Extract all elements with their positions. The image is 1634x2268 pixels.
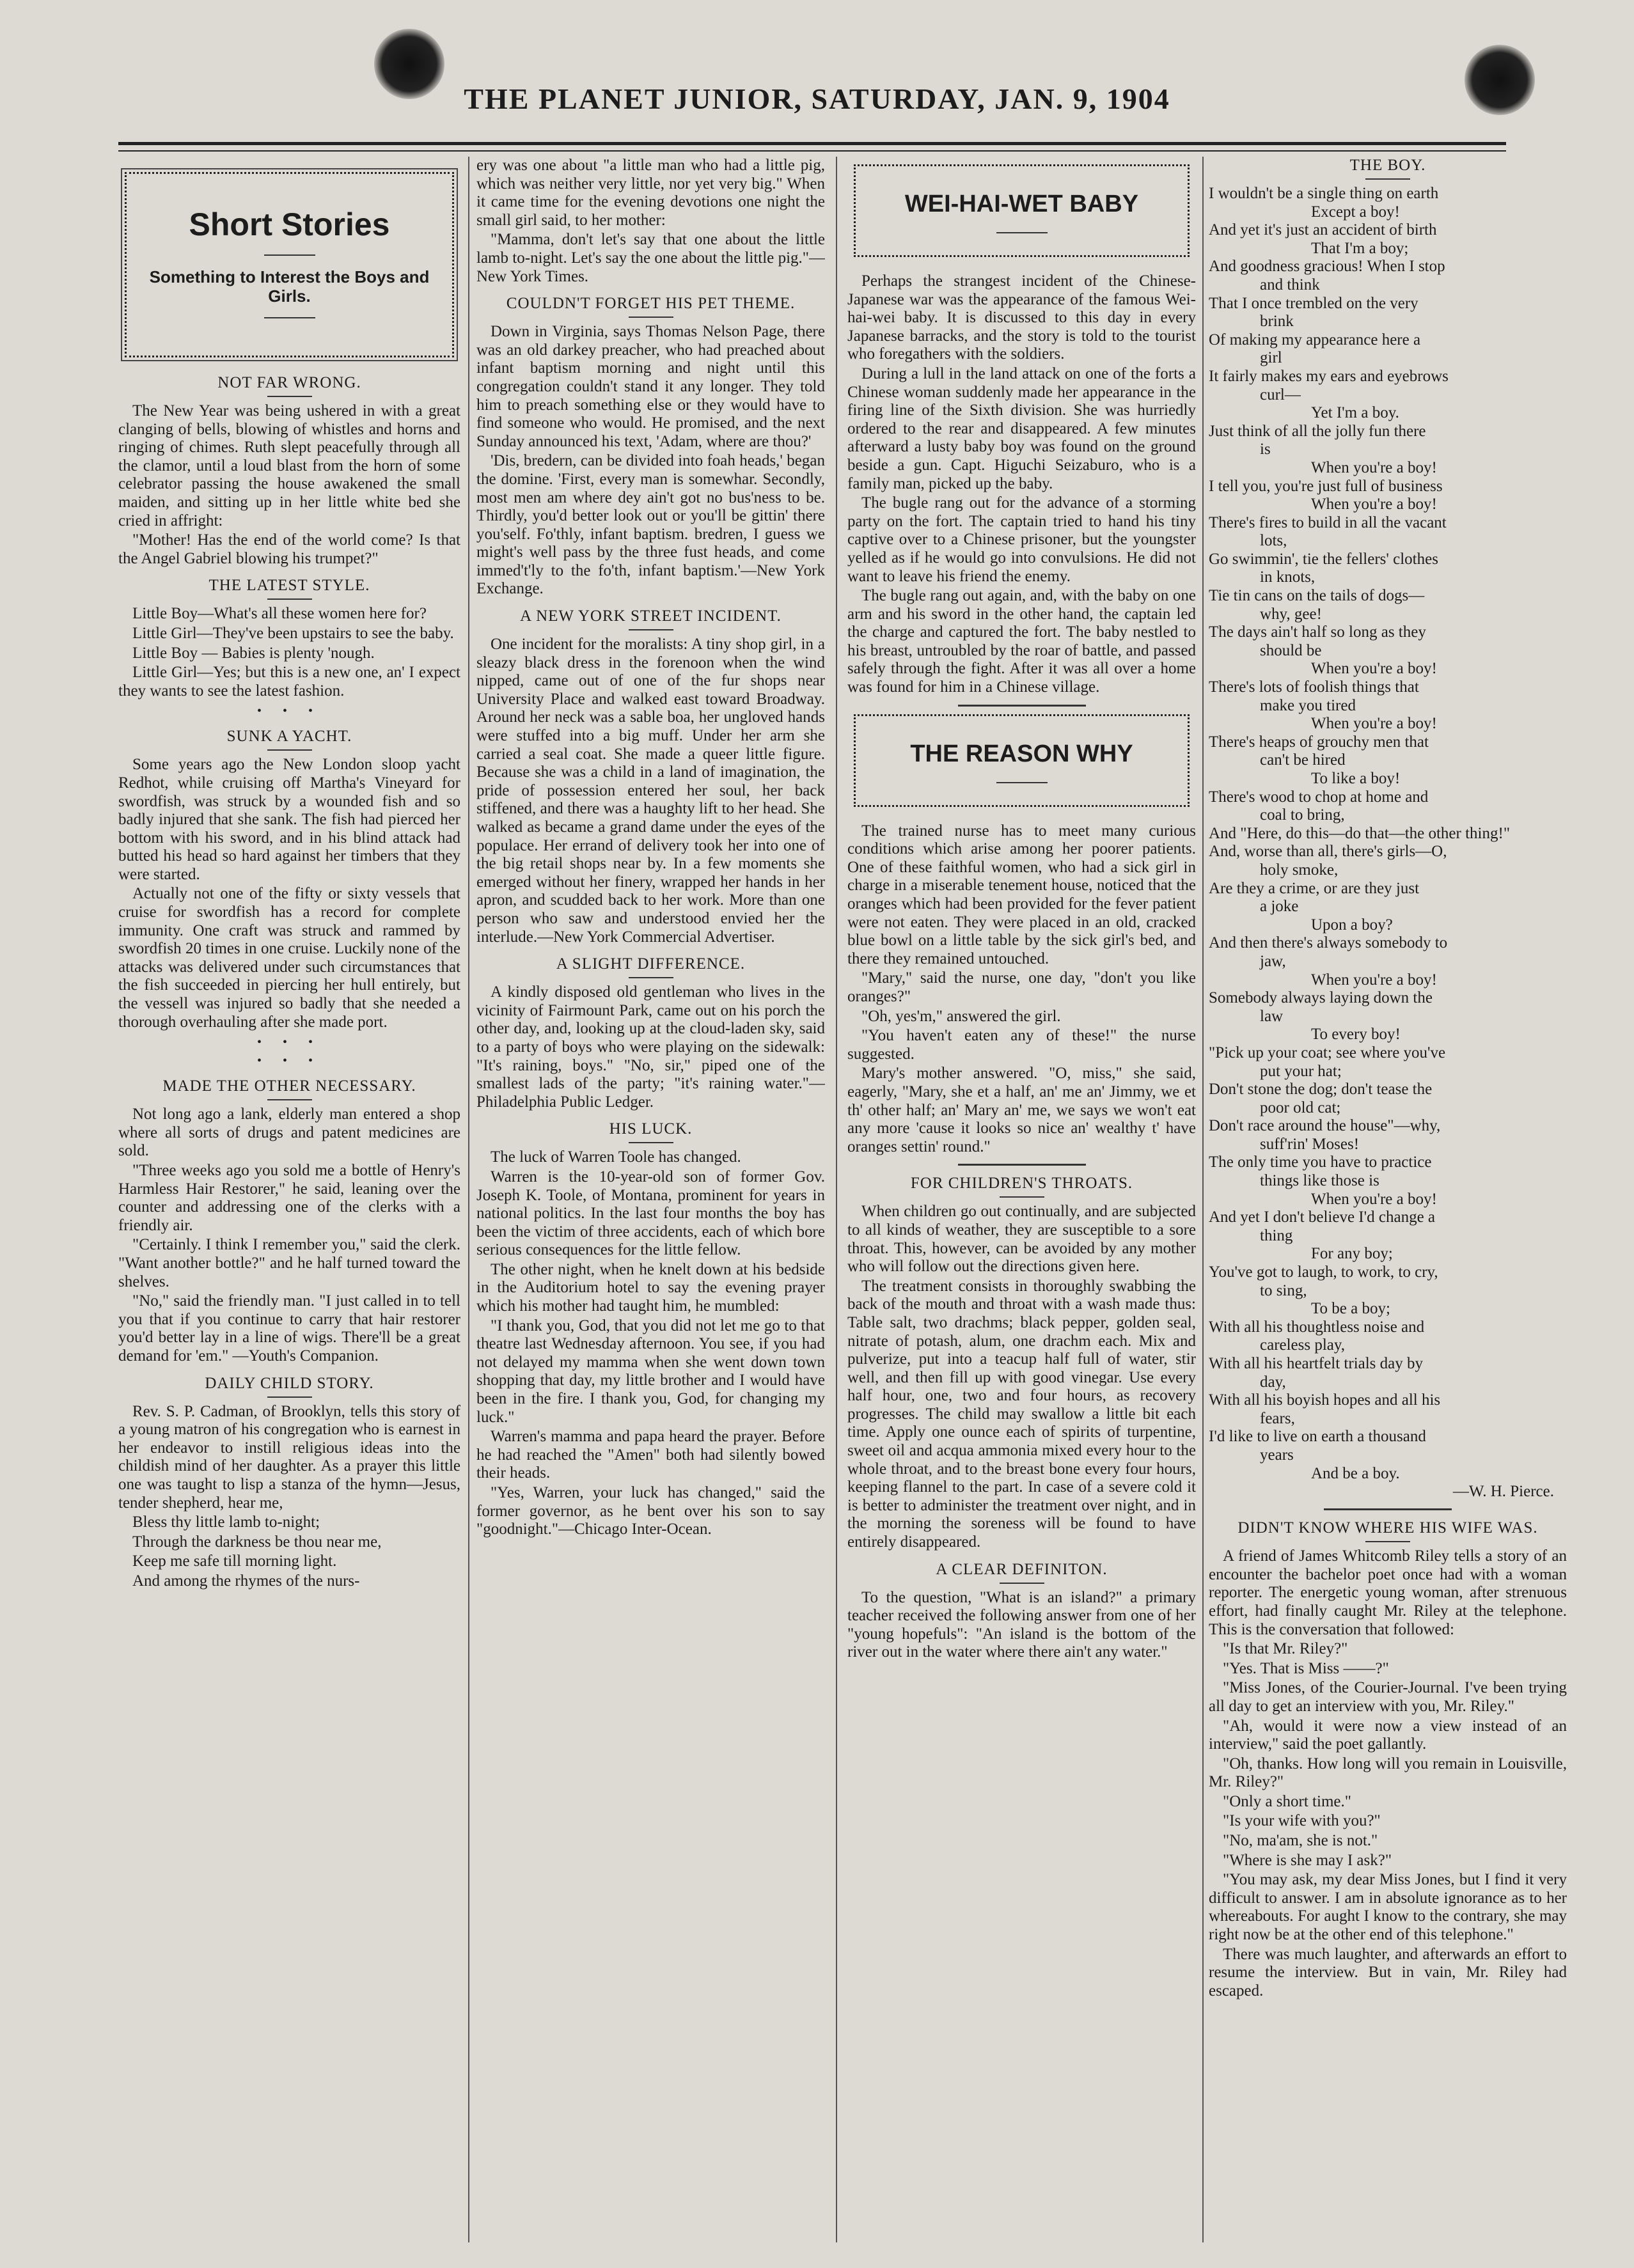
poem-line: For any boy; (1311, 1245, 1393, 1263)
poem-line: When you're a boy! (1311, 496, 1437, 513)
poem-line: Upon a boy? (1311, 916, 1393, 934)
paragraph: Perhaps the strangest incident of the Chinese-Japanese war was the appearance of the famous Wei-hai-wei baby. It is discussed to this day in every Japanese barracks, and the story is told to the tourist who foregathers with the soldiers. (847, 272, 1196, 363)
paragraph: To the question, "What is an island?" a primary teacher received the following answer from one of her "young hopefuls": "An island is the bottom of the river out in the water where there ain't any water." (847, 1588, 1196, 1661)
poem-line: Except a boy! (1311, 203, 1400, 221)
paragraph: "Miss Jones, of the Courier-Journal. I've been trying all day to get an interview with you, Mr. Riley." (1209, 1679, 1567, 1715)
paragraph: "Where is she may I ask?" (1223, 1851, 1392, 1869)
poem-line: I tell you, you're just full of business (1209, 477, 1443, 495)
poem-line: You've got to laugh, to work, to cry, (1209, 1263, 1438, 1281)
poem-line: To every boy! (1311, 1026, 1401, 1044)
story-title: COULDN'T FORGET HIS PET THEME. (476, 295, 825, 318)
story-title: FOR CHILDREN'S THROATS. (847, 1175, 1196, 1198)
column-rule-1 (468, 157, 469, 2242)
poem-line: The only time you have to practice (1209, 1154, 1432, 1171)
paragraph: Mary's mother answered. "O, miss," she said, eagerly, "Mary, she et a half, an' me an' Jimmy, we et th' other half; an' Mary an' me, we says we won't eat any more 'cause it looks so nice an' wealthy t' have oranges settin' round." (847, 1065, 1196, 1155)
poem-line: And "Here, do this—do that—the other thing!" (1209, 824, 1511, 842)
box-title: Short Stories (189, 207, 390, 242)
verse-line: Through the darkness be thou near me, (132, 1533, 382, 1551)
poem-line: When you're a boy! (1311, 1190, 1437, 1208)
poem-line: And goodness gracious! When I stop (1209, 258, 1445, 276)
verse-line: Bless thy little lamb to-night; (132, 1513, 320, 1531)
poem-line: When you're a boy! (1311, 458, 1437, 476)
paragraph: "No," said the friendly man. "I just called in to tell you that if you continue to carry that hair restorer you'd better lay in a line of wigs. There'll be a great demand for 'em." —Youth's Companion. (118, 1292, 460, 1365)
paragraph: The luck of Warren Toole has changed. (491, 1148, 741, 1166)
poem-line: Tie tin cans on the tails of dogs— (1209, 587, 1425, 605)
poem-line: holy smoke, (1260, 861, 1339, 879)
paragraph: The other night, when he knelt down at his bedside in the Auditorium hotel to say the evening prayer which his mother had taught him, he mumbled: (476, 1260, 825, 1315)
column-4 (1209, 157, 1567, 2249)
story-title: DAILY CHILD STORY. (118, 1375, 460, 1398)
poem-line: I'd like to live on earth a thousand (1209, 1428, 1426, 1446)
poem-line: suff'rin' Moses! (1260, 1135, 1360, 1153)
paragraph: Warren's mamma and papa heard the prayer. Before he had reached the "Amen" both had silently bowed their heads. (476, 1428, 825, 1482)
poem-line: Somebody always laying down the (1209, 989, 1433, 1007)
poem-signature: —W. H. Pierce. (1452, 1483, 1554, 1501)
poem-line: law (1260, 1007, 1284, 1025)
story-title: A CLEAR DEFINITON. (847, 1561, 1196, 1584)
poem-title: THE BOY. (1209, 157, 1567, 180)
poem-line: Of making my appearance here a (1209, 331, 1421, 348)
paragraph: Little Girl—They've been upstairs to see the baby. (132, 624, 454, 642)
poem-line: careless play, (1260, 1336, 1346, 1354)
poem-line: jaw, (1260, 952, 1286, 970)
poem-line: "Pick up your coat; see where you've (1209, 1044, 1446, 1061)
paragraph: During a lull in the land attack on one of the forts a Chinese woman suddenly made her appearance in the firing line of the Sixth division. She was hurriedly ordered to the rear and disappeared. A few minutes afterward a lusty baby boy was found on the ground beside a gun. Capt. Higuchi Seizaburo, who is a family man, picked up the baby. (847, 364, 1196, 492)
poem-line: curl— (1260, 386, 1301, 403)
paragraph: "I thank you, God, that you did not let me go to that theatre last Wednesday afternoon. You see, if you had not delayed my mamma when she went down town shopping that day, my little brother and I would have been in the fire. I thank you, God, for changing my luck." (476, 1317, 825, 1426)
box-subtitle: Something to Interest the Boys and Girls. (149, 267, 430, 306)
paragraph: "Three weeks ago you sold me a bottle of Henry's Harmless Hair Restorer," he said, leaning over the counter and addressing one of the clerks with a friendly air. (118, 1162, 460, 1234)
paragraph: Not long ago a lank, elderly man entered a shop where all sorts of drugs and patent medicines are sold. (118, 1106, 460, 1160)
poem-line: Don't race around the house"—why, (1209, 1117, 1441, 1135)
paragraph: The New Year was being ushered in with a great clanging of bells, blowing of whistles and horns and ringing of chimes. Ruth slept peacefully through all the clamor, until a loud blast from the horn of some celebrator passing the house awakened the small maiden, and sitting up in her little white bed she cried in affright: (118, 402, 460, 529)
poem-line: And yet it's just an accident of birth (1209, 221, 1437, 239)
paragraph: "Oh, yes'm," answered the girl. (861, 1007, 1061, 1025)
poem-line: girl (1260, 349, 1282, 367)
paragraph: "Is your wife with you?" (1223, 1812, 1381, 1830)
paragraph: Warren is the 10-year-old son of former Gov. Joseph K. Toole, of Montana, prominent for years in national politics. In the last four months the boy has been the victim of three accidents, each of which bore serious consequences for the little fellow. (476, 1168, 825, 1259)
poem-line: and think (1260, 276, 1320, 293)
poem-line: thing (1260, 1226, 1293, 1244)
poem-line: There's lots of foolish things that (1209, 678, 1419, 696)
poem-line: I wouldn't be a single thing on earth (1209, 185, 1439, 202)
paragraph: "Mother! Has the end of the world come? Is that the Angel Gabriel blowing his trumpet?" (118, 531, 460, 567)
poem-line: to sing, (1260, 1281, 1307, 1299)
poem (1209, 185, 1567, 1483)
poem-line: That I'm a boy; (1311, 239, 1409, 257)
paragraph: "Oh, thanks. How long will you remain in Louisville, Mr. Riley?" (1209, 1755, 1567, 1791)
poem-line: coal to bring, (1260, 806, 1345, 824)
poem-line: day, (1260, 1373, 1286, 1391)
box-divider (996, 232, 1048, 233)
paragraph: The bugle rang out for the advance of a storming party on the fort. The captain tried to hand his tiny captive over to a Chinese prisoner, but the youngster yelled as if he would go into convulsions. He did not want to leave his friend the enemy. (847, 494, 1196, 585)
paragraph: "Is that Mr. Riley?" (1223, 1640, 1348, 1658)
poem-line: And yet I don't believe I'd change a (1209, 1208, 1436, 1226)
poem-line: fears, (1260, 1409, 1295, 1427)
poem-line: put your hat; (1260, 1062, 1342, 1080)
paragraph: A kindly disposed old gentleman who lives in the vicinity of Fairmount Park, came out on his porch the other day, and, looking up at the cloud-laden sky, said to a party of boys who were playing on the sidewalk: "It's raining, boys." "No, sir," piped one of the smallest lads of the party; "it's raining water."—Philadelphia Public Ledger. (476, 983, 825, 1111)
paragraph: And among the rhymes of the nurs- (132, 1572, 360, 1590)
dot-separator: • • • (256, 1035, 322, 1050)
paragraph: A friend of James Whitcomb Riley tells a story of an encounter the bachelor poet once had with a woman reporter. The energetic young woman, after strenuous effort, had finally caught Mr. Riley at the telephone. This is the conversation that followed: (1209, 1547, 1567, 1638)
box-title: WEI-HAI-WET BABY (904, 191, 1139, 217)
poem-line: There's fires to build in all the vacant (1209, 513, 1447, 531)
section-separator (958, 1164, 1086, 1166)
paragraph: "No, ma'am, she is not." (1223, 1832, 1378, 1850)
story-title: MADE THE OTHER NECESSARY. (118, 1077, 460, 1100)
paragraph: The treatment consists in thoroughly swabbing the back of the mouth and throat with a wash made thus: Table salt, two drachms; black pepper, golden seal, nitrate of potash, alum, one drachm each. Mix and pulverize, put into a teacup half full of water, stir well, and then fill up with good vinegar. Use every half hour, one, two and four hours, as recovery progresses. The child may swallow a little bit each time. Apply one ounce each of spirits of turpentine, sweet oil and acqua ammonia mixed every hour to the whole throat, and to the breast bone every four hours, keeping flannel to the part. In case of a severe cold it is better to administer the treatment over night, and in the morning the soreness will be found to have entirely disappeared. (847, 1277, 1196, 1551)
dot-separator: • • • (256, 1054, 322, 1068)
story-title: SUNK A YACHT. (118, 728, 460, 751)
poem-line: There's wood to chop at home and (1209, 788, 1429, 806)
box-divider (264, 317, 315, 318)
paragraph: There was much laughter, and afterwards an effort to resume the interview. But in vain, Mr. Riley had escaped. (1209, 1945, 1567, 1999)
poem-line: And then there's always somebody to (1209, 934, 1448, 952)
paragraph: When children go out continually, and are subjected to all kinds of weather, they are susceptible to a sore throat. This, however, can be avoided by any mother who will follow out the directions given here. (847, 1203, 1196, 1276)
paragraph: 'Dis, bredern, can be divided into foah heads,' began the domine. 'First, every man is somewhar. Secondly, most men am where dey ain't got no bus'ness to be. Thirdly, you'd better look out or you'll be gittin' there you'self. Fo'thly, infant baptism. bredren, I guess we might's well pass by the three fust heads, and come immed't'ly to the fo'th, infant baptism.'—New York Exchange. (476, 452, 825, 598)
story-title: NOT FAR WRONG. (118, 374, 460, 397)
poem-line: The days ain't half so long as they (1209, 623, 1426, 641)
poem-line: brink (1260, 313, 1294, 331)
column-1 (118, 157, 460, 2249)
poem-line: To be a boy; (1311, 1300, 1390, 1318)
paragraph: Down in Virginia, says Thomas Nelson Page, there was an old darkey preacher, who had preached about infant baptism morning and night until this congregation couldn't stand it any longer. They told him to preach something else or they would have to find someone who would. He promised, and the next Sunday announced his text, 'Adam, where are thou?' (476, 323, 825, 450)
story-title: THE LATEST STYLE. (118, 577, 460, 600)
poem-line: can't be hired (1260, 751, 1346, 769)
poem-line: in knots, (1260, 568, 1316, 586)
poem-line: With all his heartfelt trials day by (1209, 1355, 1424, 1372)
poem-line: Just think of all the jolly fun there (1209, 422, 1426, 440)
paragraph: "Mary," said the nurse, one day, "don't you like oranges?" (847, 969, 1196, 1005)
paragraph: Some years ago the New London sloop yacht Redhot, while cruising off Martha's Vineyard for swordfish, was struck by a wounded fish and so badly injured that she sank. The fish had pierced her bottom with his sword, and in his blind attack had butted his head so hard against her timbers that they were started. (118, 756, 460, 883)
poem-line: Are they a crime, or are they just (1209, 879, 1420, 897)
column-rule-3 (1202, 157, 1204, 2242)
poem-line: With all his thoughtless noise and (1209, 1318, 1425, 1336)
story-title: HIS LUCK. (476, 1120, 825, 1143)
masthead-rule (118, 142, 1506, 152)
reason-why-box (854, 714, 1190, 807)
poem-line: Yet I'm a boy. (1311, 404, 1399, 422)
poem-line: should be (1260, 641, 1322, 659)
masthead: THE PLANET JUNIOR, SATURDAY, JAN. 9, 1904 (464, 82, 1170, 115)
box-divider (996, 782, 1048, 783)
poem-line: lots, (1260, 532, 1287, 550)
wei-hai-wei-box (854, 164, 1190, 257)
paragraph: "You haven't eaten any of these!" the nurse suggested. (847, 1027, 1196, 1063)
paragraph: "Mamma, don't let's say that one about the little lamb to-night. Let's say the one about the little pig."—New York Times. (476, 231, 825, 285)
poem-line: is (1260, 441, 1271, 458)
story-title: DIDN'T KNOW WHERE HIS WIFE WAS. (1209, 1519, 1567, 1542)
dot-separator: • • • (256, 704, 322, 719)
paragraph: "Yes. That is Miss ——?" (1223, 1659, 1389, 1677)
paragraph: "Ah, would it were now a view instead of an interview," said the poet gallantly. (1209, 1717, 1567, 1753)
box-divider (264, 254, 315, 256)
column-2 (476, 157, 825, 2249)
poem-line: When you're a boy! (1311, 971, 1437, 989)
poem-line: make you tired (1260, 696, 1356, 714)
poem-line: years (1260, 1446, 1294, 1464)
poem-line: And, worse than all, there's girls—O, (1209, 843, 1447, 861)
paragraph: "Certainly. I think I remember you," said the clerk. "Want another bottle?" and he half turned toward the shelves. (118, 1236, 460, 1290)
paragraph: Rev. S. P. Cadman, of Brooklyn, tells this story of a young matron of his congregation who is earnest in her endeavor to instill religious ideas into the childish mind of her daughter. As a prayer this little one was taught to lisp a stanza of the hymn—Jesus, tender shepherd, hear me, (118, 1402, 460, 1512)
section-separator (1324, 1508, 1452, 1510)
paragraph: The trained nurse has to meet many curious conditions which arise among her poorer patients. One of these faithful women, who had a sick girl in charge in a miserable tenement house, noticed that the oranges which had been provided for the fever patient were not eaten. They were placed in an old, cracked blue bowl on a little table by the sick girl's bed, and there they remained untouched. (847, 822, 1196, 967)
poem-line: With all his boyish hopes and all his (1209, 1391, 1441, 1409)
section-separator (958, 705, 1086, 707)
paragraph: "You may ask, my dear Miss Jones, but I find it very difficult to answer. I am in absolute ignorance as to her whereabouts. For aught I know to the contrary, she may right now be at the other end of this telephone." (1209, 1871, 1567, 1944)
box-title: THE REASON WHY (910, 740, 1133, 767)
poem-line: To like a boy! (1311, 770, 1401, 787)
paragraph: ery was one about "a little man who had a little pig, which was neither very little, nor yet very big." When it came time for the evening devotions one night the small girl said, to her mother: (476, 157, 825, 229)
paragraph: One incident for the moralists: A tiny shop girl, in a sleazy black dress in the forenoon when the wind nipped, came out of one of the fur shops near University Place and walked east toward Broadway. Around her neck was a sable boa, her ungloved hands were stuffed into a big muff. Under her arm she carried a seal coat. She made a queer little figure. Because she was a child in a land of imagination, the pride of possession entered her soul, her back stiffened, and there was a haughty lift to her head. She walked as became a grand dame under the eyes of the populace. Her errand of delivery took her into one of the big retail shops near by. In a few moments she emerged without her finery, wrapped her hands in her apron, and scudded back to her work. More than one person who saw and understood envied her the interlude.—New York Commercial Advertiser. (476, 636, 825, 946)
poem-line: There's heaps of grouchy men that (1209, 733, 1429, 751)
paragraph: "Only a short time." (1223, 1792, 1351, 1810)
poem-line: And be a boy. (1311, 1464, 1400, 1482)
paragraph: "Yes, Warren, your luck has changed," said the former governor, as he bent over his son to say "goodnight."—Chicago Inter-Ocean. (476, 1484, 825, 1538)
poem-line: things like those is (1260, 1172, 1379, 1190)
paragraph: Little Girl—Yes; but this is a new one, an' I expect they wants to see the latest fashion. (118, 664, 460, 700)
paragraph: The bugle rang out again, and, with the baby on one arm and his sword in the other hand, the captain led the charge and captured the fort. The baby nestled to his breast, untroubled by the roar of battle, and passed safely through the fight. After it was all over a home was found for him in a Chinese village. (847, 587, 1196, 696)
paragraph: Little Boy—What's all these women here for? (132, 605, 427, 623)
paragraph: Little Boy — Babies is plenty 'nough. (132, 644, 375, 662)
poem-line: When you're a boy! (1311, 715, 1437, 733)
poem-line: It fairly makes my ears and eyebrows (1209, 367, 1449, 385)
paragraph: Actually not one of the fifty or sixty vessels that cruise for swordfish has a record for complete immunity. One craft was struck and rammed by swordfish 20 times in one cruise. Luckily none of the attacks was delivered under such circumstances that the fish succeeded in piercing her hull entirely, but the vessell was injured so badly that she needed a thorough overhauling after she made port. (118, 885, 460, 1031)
poem-line: That I once trembled on the very (1209, 294, 1418, 312)
poem-line: Don't stone the dog; don't tease the (1209, 1081, 1433, 1099)
verse-line: Keep me safe till morning light. (132, 1552, 337, 1570)
poem-line: When you're a boy! (1311, 660, 1437, 678)
short-stories-box (125, 172, 454, 357)
poem-line: a joke (1260, 898, 1299, 916)
column-3 (847, 157, 1196, 2249)
story-title: A SLIGHT DIFFERENCE. (476, 955, 825, 978)
story-title: A NEW YORK STREET INCIDENT. (476, 607, 825, 630)
poem-line: why, gee! (1260, 605, 1322, 623)
poem-line: poor old cat; (1260, 1099, 1341, 1116)
column-rule-2 (836, 157, 837, 2242)
poem-line: Go swimmin', tie the fellers' clothes (1209, 550, 1438, 568)
